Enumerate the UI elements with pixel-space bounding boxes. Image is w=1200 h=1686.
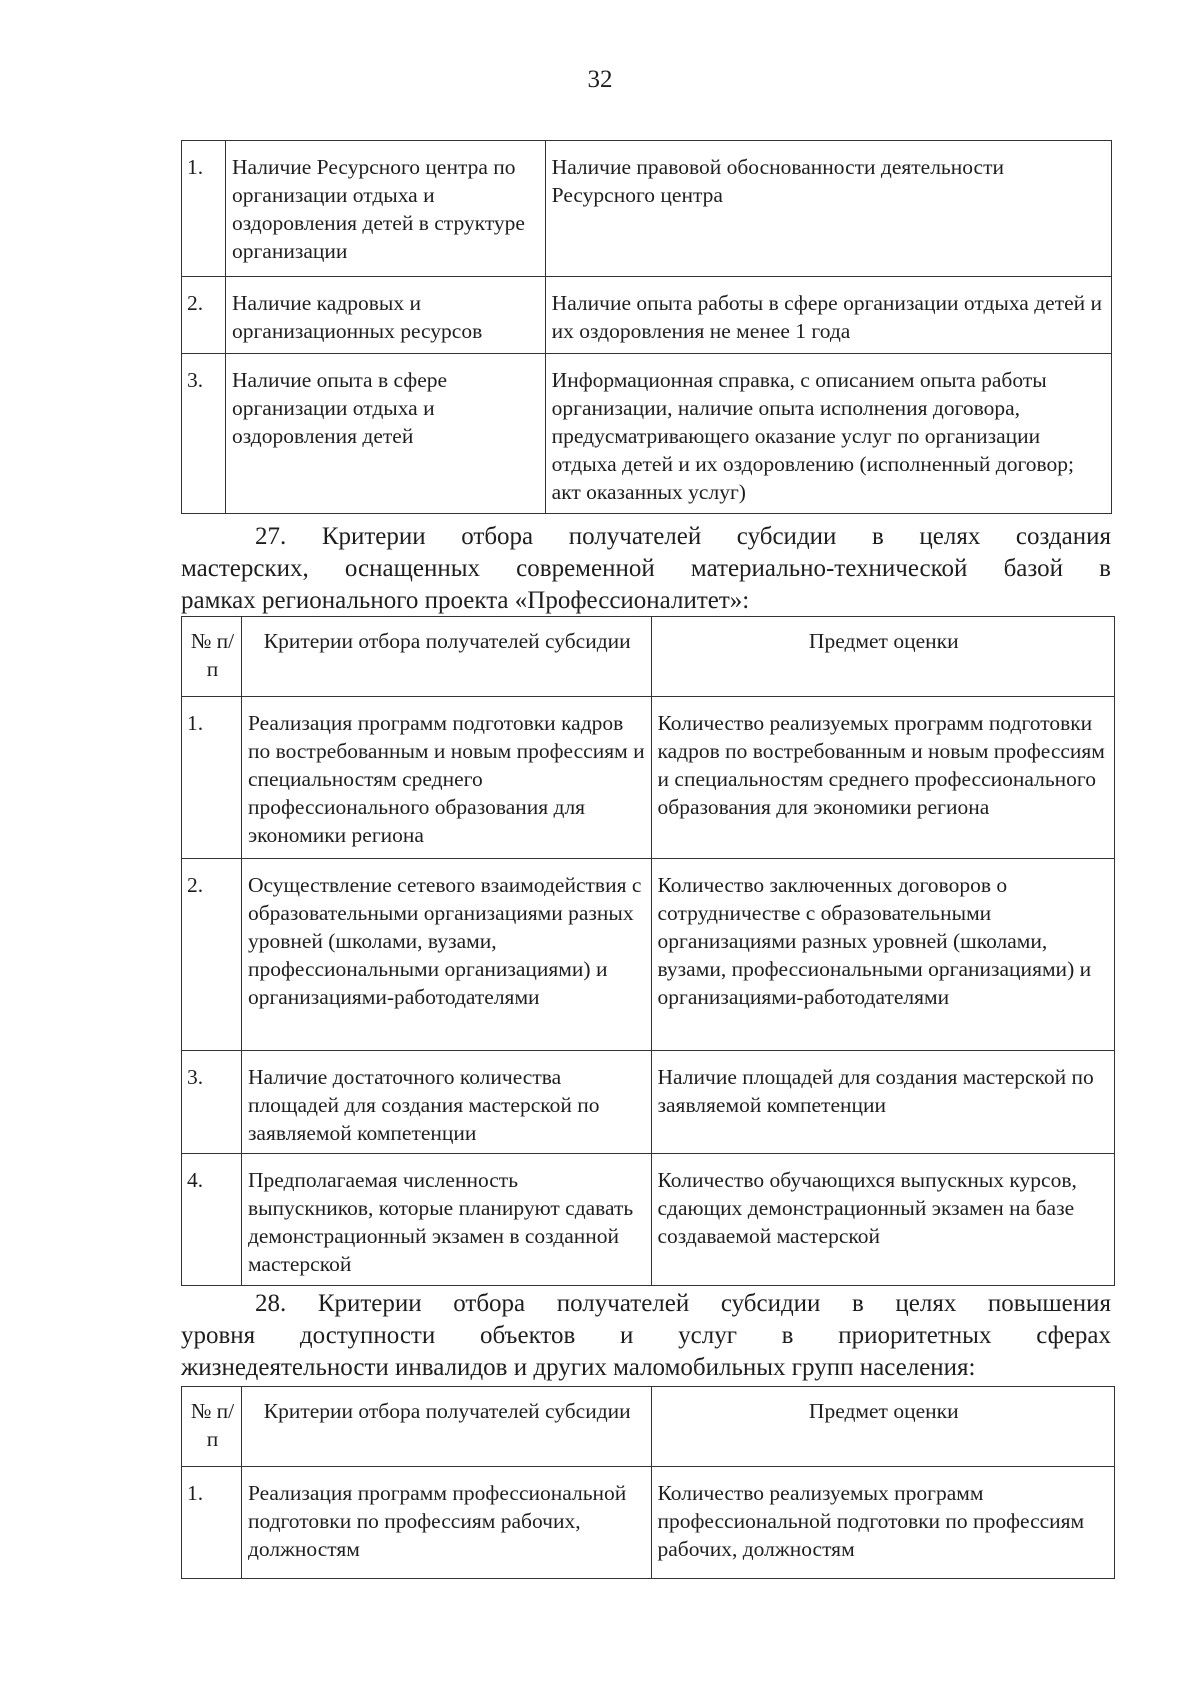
criterion-cell: Наличие кадровых и организационных ресурсов	[225, 277, 545, 354]
subject-cell: Наличие опыта работы в сфере организации отдыха детей и их оздоровления не менее 1 года	[545, 277, 1111, 354]
subject-cell: Количество обучающихся выпускных курсов, сдающих демонстрационный экзамен на базе создаваемой мастерской	[651, 1154, 1114, 1286]
table-row	[182, 859, 1115, 1051]
paragraph-line: мастерских, оснащенных современной материально-технической базой в	[181, 555, 1111, 582]
row-number: 2.	[182, 859, 242, 1051]
row-number: 4.	[182, 1154, 242, 1286]
criterion-cell: Осуществление сетевого взаимодействия с образовательными организациями разных уровней (школами, вузами, профессиональными организациями) и организациями-работодателями	[241, 859, 651, 1051]
paragraph-line: 28. Критерии отбора получателей субсидии в целях повышения	[255, 1290, 1111, 1317]
criterion-cell: Наличие Ресурсного центра по организации отдыха и оздоровления детей в структуре организации	[225, 141, 545, 277]
paragraph-line: рамках регионального проекта «Профессионалитет»:	[181, 587, 750, 614]
table-row	[182, 697, 1115, 859]
criterion-cell: Реализация программ профессиональной подготовки по профессиям рабочих, должностям	[241, 1467, 651, 1579]
header-num: № п/п	[182, 617, 242, 697]
row-number: 1.	[182, 1467, 242, 1579]
subject-cell: Наличие правовой обоснованности деятельности Ресурсного центра	[545, 141, 1111, 277]
criterion-cell: Наличие опыта в сфере организации отдыха и оздоровления детей	[225, 354, 545, 514]
row-number: 1.	[182, 141, 226, 277]
table-header-row	[182, 617, 1115, 697]
criteria-table-27	[181, 616, 1115, 1286]
table-row	[182, 1051, 1115, 1154]
criterion-cell: Наличие достаточного количества площадей для создания мастерской по заявляемой компетенции	[241, 1051, 651, 1154]
table-header-row	[182, 1387, 1115, 1467]
criteria-table-26	[181, 140, 1112, 514]
header-num: № п/п	[182, 1387, 242, 1467]
subject-cell: Информационная справка, с описанием опыта работы организации, наличие опыта исполнения договора, предусматривающего оказание услуг по организации отдыха детей и их оздоровлению (исполненный договор; акт оказанных услуг)	[545, 354, 1111, 514]
table-row	[182, 1154, 1115, 1286]
subject-cell: Наличие площадей для создания мастерской по заявляемой компетенции	[651, 1051, 1114, 1154]
header-subject: Предмет оценки	[651, 617, 1114, 697]
subject-cell: Количество реализуемых программ профессиональной подготовки по профессиям рабочих, должностям	[651, 1467, 1115, 1579]
table-row	[182, 141, 1112, 277]
row-number: 3.	[182, 354, 226, 514]
row-number: 2.	[182, 277, 226, 354]
section-28-paragraph	[181, 1288, 1111, 1384]
section-27-paragraph	[181, 521, 1111, 617]
criteria-table-28	[181, 1386, 1115, 1579]
table-row	[182, 277, 1112, 354]
header-criterion: Критерии отбора получателей субсидии	[241, 617, 651, 697]
page-number: 32	[587, 66, 613, 93]
row-number: 3.	[182, 1051, 242, 1154]
criterion-cell: Предполагаемая численность выпускников, которые планируют сдавать демонстрационный экзамен в созданной мастерской	[241, 1154, 651, 1286]
paragraph-line: уровня доступности объектов и услуг в приоритетных сферах	[181, 1322, 1111, 1349]
paragraph-line: жизнедеятельности инвалидов и других маломобильных групп населения:	[181, 1354, 976, 1381]
table-row	[182, 1467, 1115, 1579]
subject-cell: Количество заключенных договоров о сотрудничестве с образовательными организациями разных уровней (школами, вузами, профессиональными организациями) и организациями-работодателями	[651, 859, 1114, 1051]
header-criterion: Критерии отбора получателей субсидии	[241, 1387, 651, 1467]
criterion-cell: Реализация программ подготовки кадров по востребованным и новым профессиям и специальностям среднего профессионального образования для экономики региона	[241, 697, 651, 859]
header-subject: Предмет оценки	[651, 1387, 1115, 1467]
paragraph-line: 27. Критерии отбора получателей субсидии в целях создания	[255, 523, 1111, 550]
table-row	[182, 354, 1112, 514]
row-number: 1.	[182, 697, 242, 859]
subject-cell: Количество реализуемых программ подготовки кадров по востребованным и новым профессиям и специальностям среднего профессионального образования для экономики региона	[651, 697, 1114, 859]
